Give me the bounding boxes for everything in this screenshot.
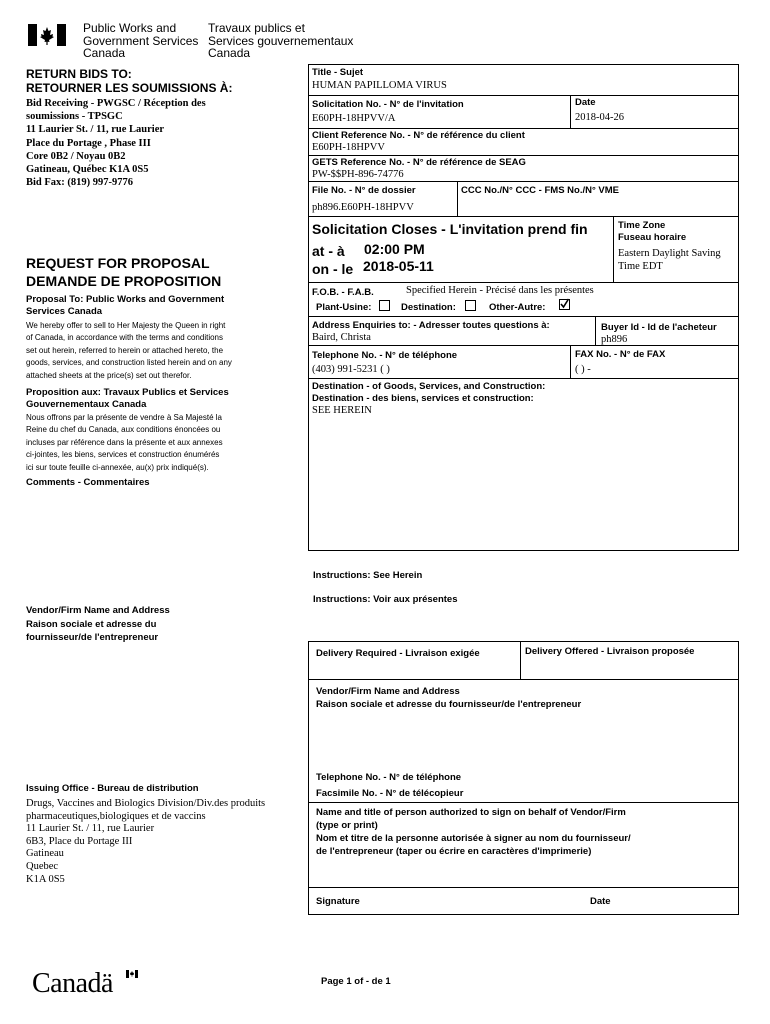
client-reference-label: Client Reference No. - N° de référence du client	[312, 130, 525, 141]
destination-label-en: Destination - of Goods, Services, and Construction:	[312, 381, 546, 392]
gets-reference-label: GETS Reference No. - N° de référence de SEAG	[312, 157, 526, 168]
vendor-telephone-label: Telephone No. - N° de téléphone	[316, 772, 462, 783]
time-zone-value: Eastern Daylight Saving Time EDT	[618, 248, 721, 272]
authorized-signatory-label: Name and title of person authorized to sign on behalf of Vendor/Firm (type or print) Nom et titre de la personne autorisée à signer au nom du fournisseur/ de l'entrepreneur (taper ou écrire en caractères d'imprimerie)	[316, 807, 631, 857]
return-bids-title: RETURN BIDS TO: RETOURNER LES SOUMISSIONS À:	[26, 67, 233, 95]
instructions-en: Instructions: See Herein	[313, 570, 423, 581]
issuing-office-address: Drugs, Vaccines and Biologics Division/Div.des produits pharmaceutiques,biologiques et de vaccins 11 Laurier St. / 11, rue Laurier 6B3, Place du Portage III Gatineau Quebec K1A 0S5	[26, 798, 266, 885]
file-number-label: File No. - N° de dossier	[312, 185, 416, 196]
gets-reference-value: PW-$$PH-896-74776	[312, 169, 404, 180]
authorized-signatory-field[interactable]	[312, 862, 734, 884]
comments-label: Comments - Commentaires	[26, 477, 150, 488]
department-name-fr: Travaux publics et Services gouvernementaux Canada	[208, 21, 354, 60]
fax-label: FAX No. - N° de FAX	[575, 349, 666, 360]
department-name-en: Public Works and Government Services Canada	[83, 21, 199, 60]
solicitation-label: Solicitation No. - N° de l'invitation	[312, 99, 464, 110]
offer-text-fr: Nous offrons par la présente de vendre à Sa Majesté la Reine du chef du Canada, aux conditions énoncées ou incluses par référence dans la présente et aux annexes ci-jointes, les biens, services et construction énumérés ici sur toute feuille ci-annexée, au(x) prix indiqué(s).	[26, 413, 223, 472]
date-value: 2018-04-26	[575, 112, 624, 123]
delivery-required-label: Delivery Required - Livraison exigée	[316, 648, 480, 659]
date-label: Date	[575, 97, 596, 108]
address-enquiries-label: Address Enquiries to: - Adresser toutes questions à:	[312, 320, 550, 331]
ccc-number-label: CCC No./N° CCC - FMS No./N° VME	[461, 185, 620, 196]
destination-checkbox[interactable]	[465, 300, 476, 311]
title-label: Title - Sujet	[312, 67, 364, 78]
plant-usine-label: Plant-Usine:	[316, 302, 372, 313]
vendor-label-left: Vendor/Firm Name and Address Raison sociale et adresse du fournisseur/de l'entrepreneur	[26, 605, 170, 643]
closing-time-label: at - à	[312, 243, 345, 259]
time-zone-label: Time Zone Fuseau horaire	[618, 220, 687, 243]
client-reference-value: E60PH-18HPVV	[312, 142, 385, 153]
title-value: HUMAN PAPILLOMA VIRUS	[312, 80, 447, 91]
proposal-to-fr: Proposition aux: Travaux Publics et Services Gouvernementaux Canada	[26, 387, 229, 410]
telephone-value: (403) 991-5231 ( )	[312, 364, 390, 375]
destination-label-fr: Destination - des biens, services et construction:	[312, 393, 534, 404]
page-number: Page 1 of - de 1	[321, 976, 391, 987]
offer-text-en: We hereby offer to sell to Her Majesty the Queen in right of Canada, in accordance with the terms and conditions set out herein, referred to herein or attached hereto, the goods, services, and construction listed herein and on any attached sheets at the price(s) set out therefor.	[26, 321, 232, 380]
buyer-id-label: Buyer Id - Id de l'acheteur	[601, 322, 717, 333]
proposal-to-en: Proposal To: Public Works and Government Services Canada	[26, 294, 225, 317]
signature-date-label: Date	[590, 896, 611, 907]
rfp-title: REQUEST FOR PROPOSAL DEMANDE DE PROPOSITION	[26, 255, 222, 289]
delivery-offered-field[interactable]	[524, 662, 734, 677]
closing-date-label: on - le	[312, 261, 354, 277]
plant-usine-checkbox[interactable]	[379, 300, 390, 311]
destination-value: SEE HEREIN	[312, 405, 372, 416]
signature-label: Signature	[316, 896, 360, 907]
solicitation-value: E60PH-18HPVV/A	[312, 113, 396, 124]
solicitation-closes-label: Solicitation Closes - L'invitation prend fin	[312, 221, 588, 237]
fob-value: Specified Herein - Précisé dans les présentes	[406, 285, 594, 296]
vendor-name-field[interactable]	[312, 714, 734, 766]
fob-label: F.O.B. - F.A.B.	[312, 287, 374, 298]
delivery-required-field[interactable]	[312, 662, 516, 677]
delivery-offered-label: Delivery Offered - Livraison proposée	[525, 646, 695, 657]
file-number-value: ph896.E60PH-18HPVV	[312, 202, 414, 213]
vendor-name-label: Vendor/Firm Name and Address Raison sociale et adresse du fournisseur/de l'entrepreneur	[316, 686, 582, 710]
checkmark-icon	[559, 298, 570, 309]
other-autre-label: Other-Autre:	[489, 302, 546, 313]
issuing-office-title: Issuing Office - Bureau de distribution	[26, 783, 199, 794]
canada-flag-icon	[28, 24, 66, 46]
instructions-fr: Instructions: Voir aux présentes	[313, 594, 458, 605]
fax-value: ( ) -	[575, 364, 591, 375]
other-autre-checkbox[interactable]	[559, 299, 570, 310]
closing-time-value: 02:00 PM	[364, 241, 425, 257]
closing-date-value: 2018-05-11	[363, 258, 434, 274]
telephone-label: Telephone No. - N° de téléphone	[312, 350, 458, 361]
canada-wordmark-logo: Canadä	[32, 968, 113, 1000]
return-bids-address: Bid Receiving - PWGSC / Réception des soumissions - TPSGC 11 Laurier St. / 11, rue Laurier Place du Portage , Phase III Core 0B2 / Noyau 0B2 Gatineau, Québec K1A 0S5 Bid Fax: (819) 997-9776	[26, 98, 206, 189]
vendor-facsimile-label: Facsimile No. - N° de télécopieur	[316, 788, 464, 799]
address-enquiries-value: Baird, Christa	[312, 332, 371, 343]
buyer-id-value: ph896	[601, 334, 628, 345]
destination-checkbox-label: Destination:	[401, 302, 456, 313]
wordmark-flag-icon	[126, 970, 138, 978]
